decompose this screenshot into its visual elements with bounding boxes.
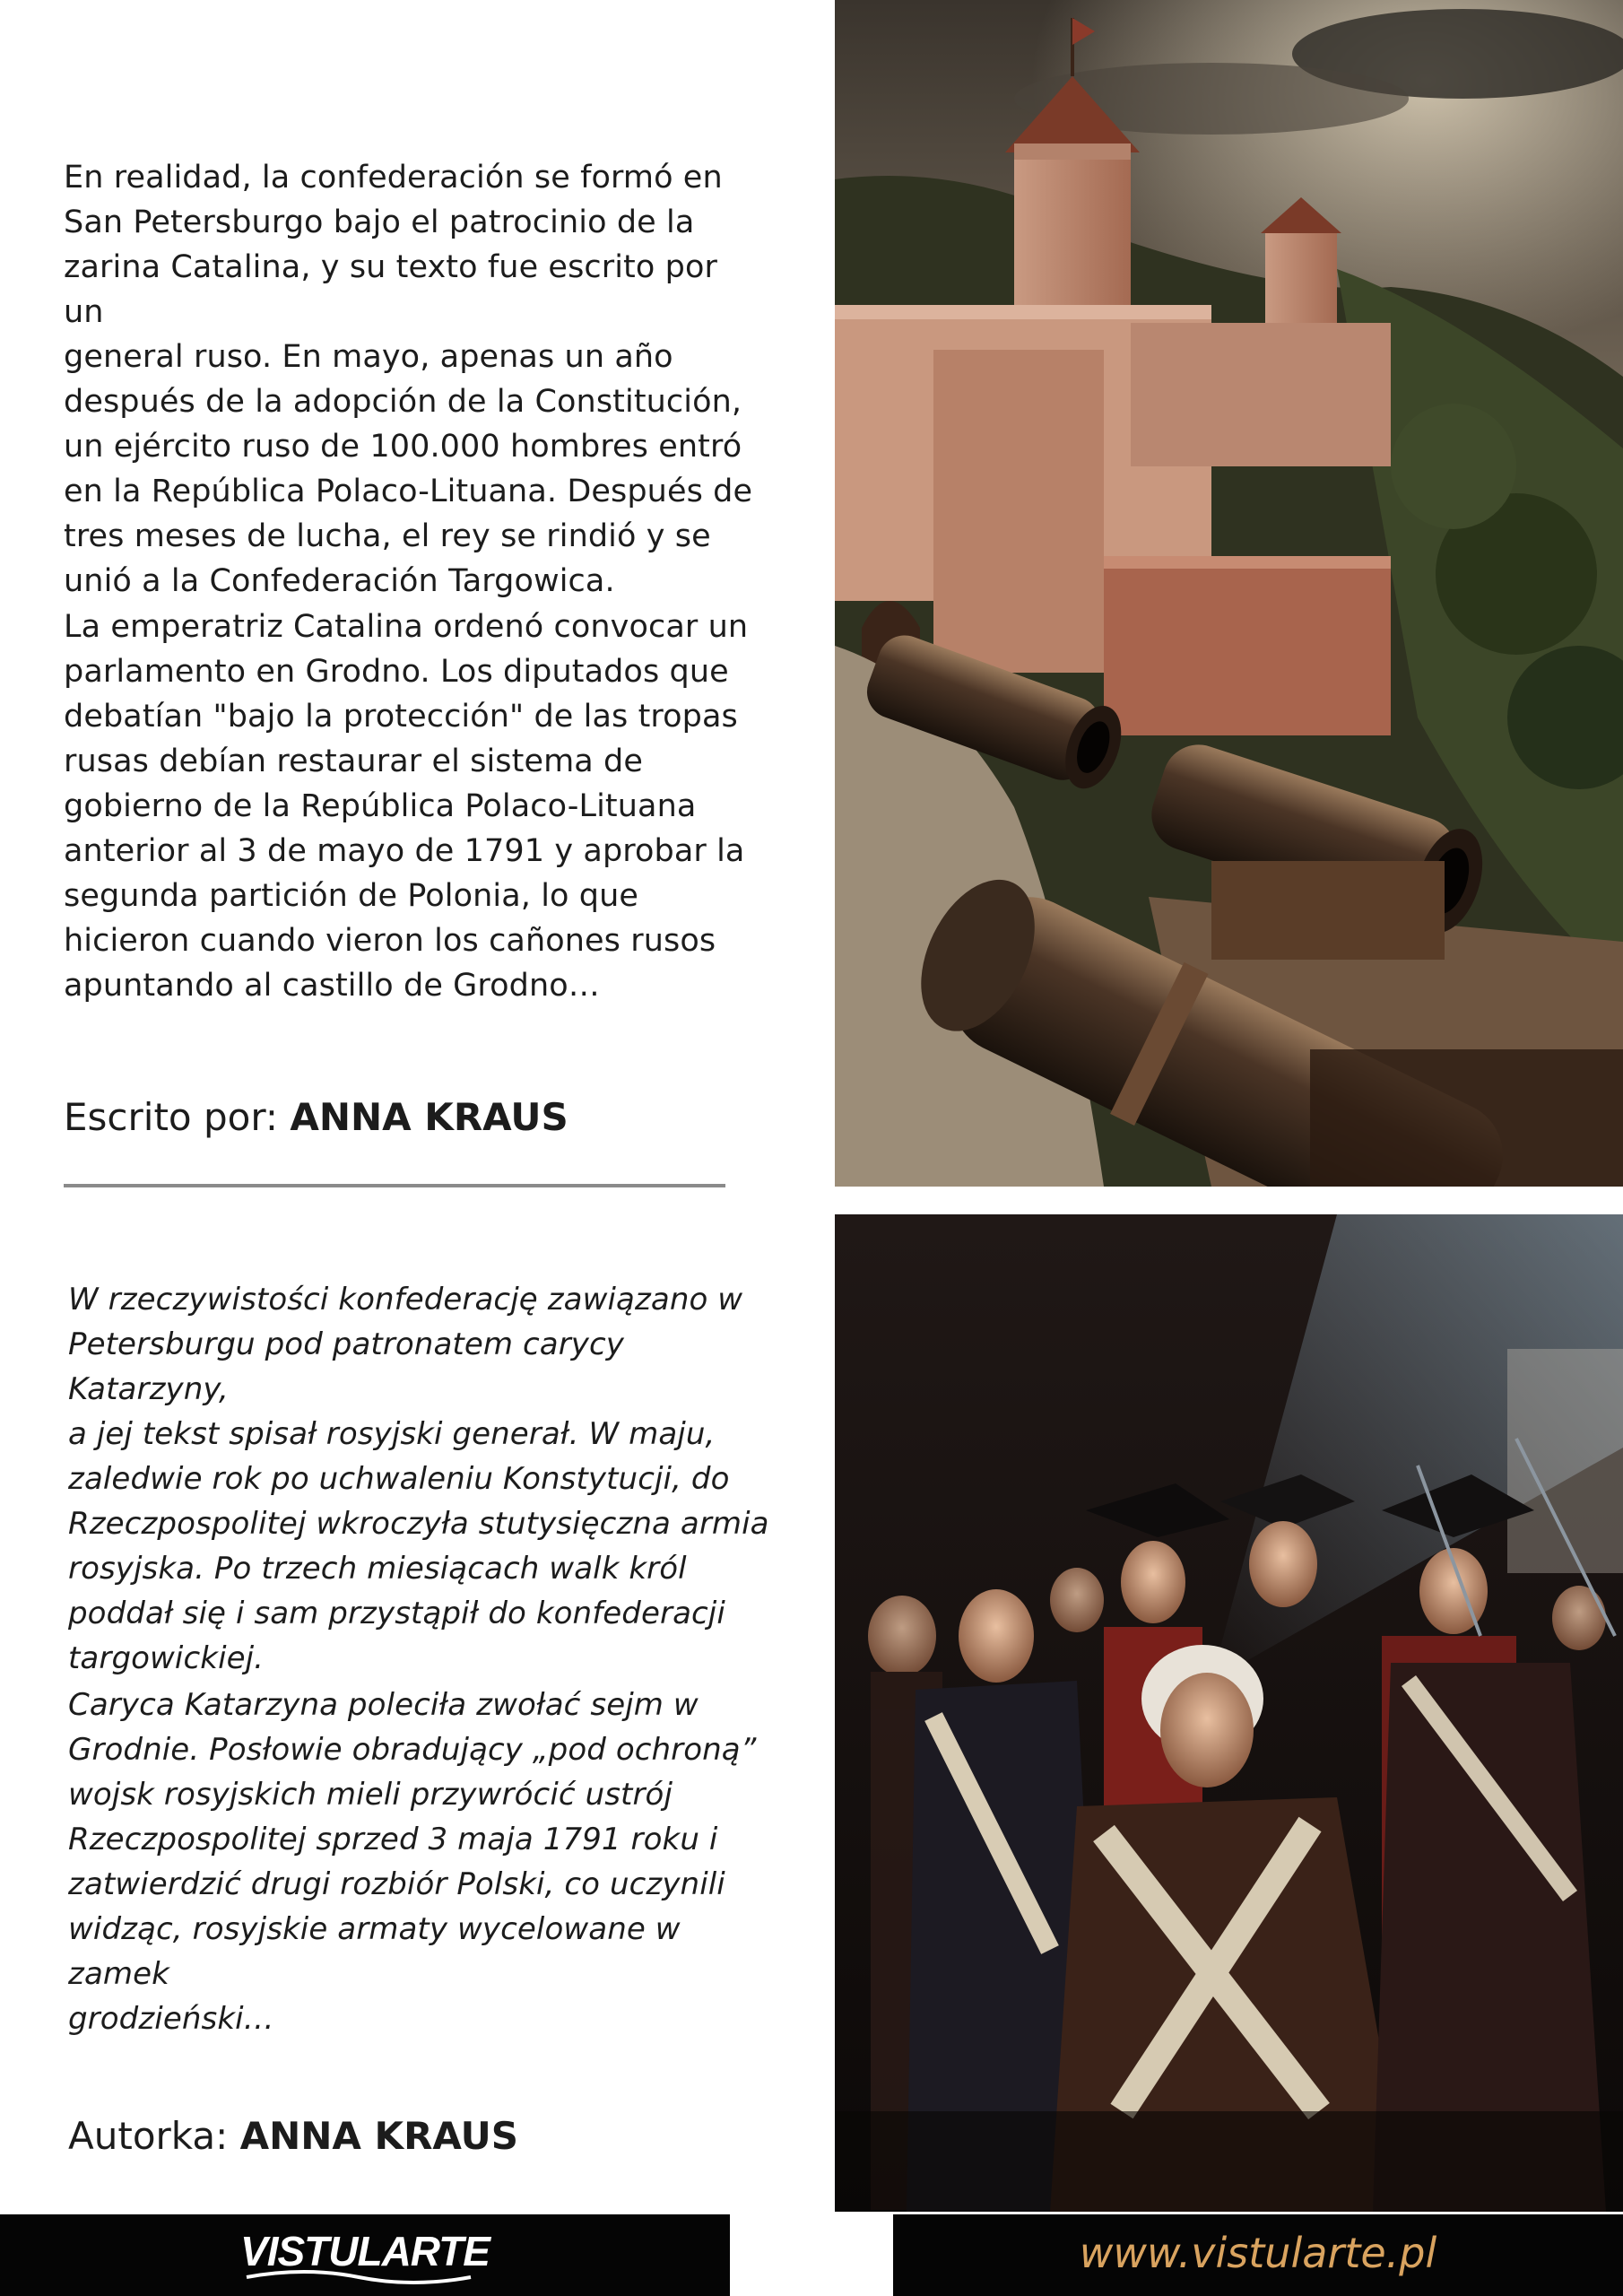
text-line: La emperatriz Catalina ordenó convocar un xyxy=(64,609,749,645)
text-line: hicieron cuando vieron los cañones rusos xyxy=(64,923,716,959)
website-link[interactable]: www.vistularte.pl xyxy=(1079,2229,1437,2277)
author-name: ANNA KRAUS xyxy=(239,2114,518,2158)
spanish-paragraph-1 xyxy=(64,155,763,604)
text-line: apuntando al castillo de Grodno… xyxy=(64,968,600,1004)
text-line: poddał się i sam przystąpił do konfederacji xyxy=(68,1596,725,1631)
logo-text: VISTULARTE xyxy=(240,2228,490,2274)
text-line: después de la adopción de la Constitución, xyxy=(64,384,742,420)
text-line: Rzeczpospolitej wkroczyła stutysięczna armia xyxy=(68,1506,769,1542)
text-line: unió a la Confederación Targowica. xyxy=(64,563,615,599)
text-line: segunda partición de Polonia, lo que xyxy=(64,878,639,914)
logo-wave-icon xyxy=(242,2268,475,2286)
text-line: wojsk rosyjskich mieli przywrócić ustrój xyxy=(68,1777,673,1813)
spanish-paragraph-2 xyxy=(64,604,763,1008)
text-line: debatían "bajo la protección" de las tropas xyxy=(64,699,738,735)
castle-cannons-image xyxy=(835,0,1623,1187)
text-line: anterior al 3 de mayo de 1791 y aprobar la xyxy=(64,833,745,869)
text-line: parlamento en Grodno. Los diputados que xyxy=(64,654,729,690)
text-line: Petersburgu pod patronatem carycy Katarzyny, xyxy=(68,1326,625,1407)
soldiers-illustration xyxy=(835,1214,1623,2212)
spanish-byline xyxy=(64,1092,568,1143)
text-line: Rzeczpospolitej sprzed 3 maja 1791 roku i xyxy=(68,1822,718,1857)
castle-cannons-illustration xyxy=(835,0,1623,1187)
text-line: tres meses de lucha, el rey se rindió y se xyxy=(64,518,711,554)
text-line: rosyjska. Po trzech miesiącach walk król xyxy=(68,1551,687,1587)
text-line: zaledwie rok po uchwaleniu Konstytucji, do xyxy=(68,1461,730,1497)
section-divider xyxy=(64,1184,725,1187)
text-line: targowickiej. xyxy=(68,1640,265,1676)
text-line: W rzeczywistości konfederację zawiązano w xyxy=(68,1282,743,1318)
polish-byline xyxy=(68,2111,518,2161)
text-line: en la República Polaco-Lituana. Después de xyxy=(64,474,753,509)
polish-paragraph-2 xyxy=(68,1683,785,2041)
byline-label: Escrito por: xyxy=(64,1095,291,1139)
text-line: Caryca Katarzyna poleciła zwołać sejm w xyxy=(68,1687,699,1723)
text-line: zatwierdzić drugi rozbiór Polski, co uczynili xyxy=(68,1866,725,1902)
text-line: En realidad, la confederación se formó en xyxy=(64,160,723,196)
footer-url-bar xyxy=(893,2214,1623,2296)
polish-paragraph-1 xyxy=(68,1277,785,1681)
text-line: un ejército ruso de 100.000 hombres entró xyxy=(64,429,742,465)
vistularte-logo xyxy=(0,2214,730,2296)
author-name: ANNA KRAUS xyxy=(290,1095,568,1139)
text-line: gobierno de la República Polaco-Lituana xyxy=(64,788,697,824)
soldiers-image xyxy=(835,1214,1623,2212)
text-line: general ruso. En mayo, apenas un año xyxy=(64,339,673,375)
footer-logo-bar xyxy=(0,2214,730,2296)
text-line: Grodnie. Posłowie obradujący „pod ochroną” xyxy=(68,1732,757,1768)
text-line: San Petersburgo bajo el patrocinio de la xyxy=(64,204,695,240)
text-column xyxy=(0,0,834,2215)
text-line: zarina Catalina, y su texto fue escrito por un xyxy=(64,249,717,330)
text-line: a jej tekst spisał rosyjski generał. W maju, xyxy=(68,1416,716,1452)
text-line: grodzieński… xyxy=(68,2001,274,2037)
text-line: rusas debían restaurar el sistema de xyxy=(64,744,644,779)
text-line: widząc, rosyjskie armaty wycelowane w zamek xyxy=(68,1911,681,1992)
byline-label: Autorka: xyxy=(68,2114,240,2158)
